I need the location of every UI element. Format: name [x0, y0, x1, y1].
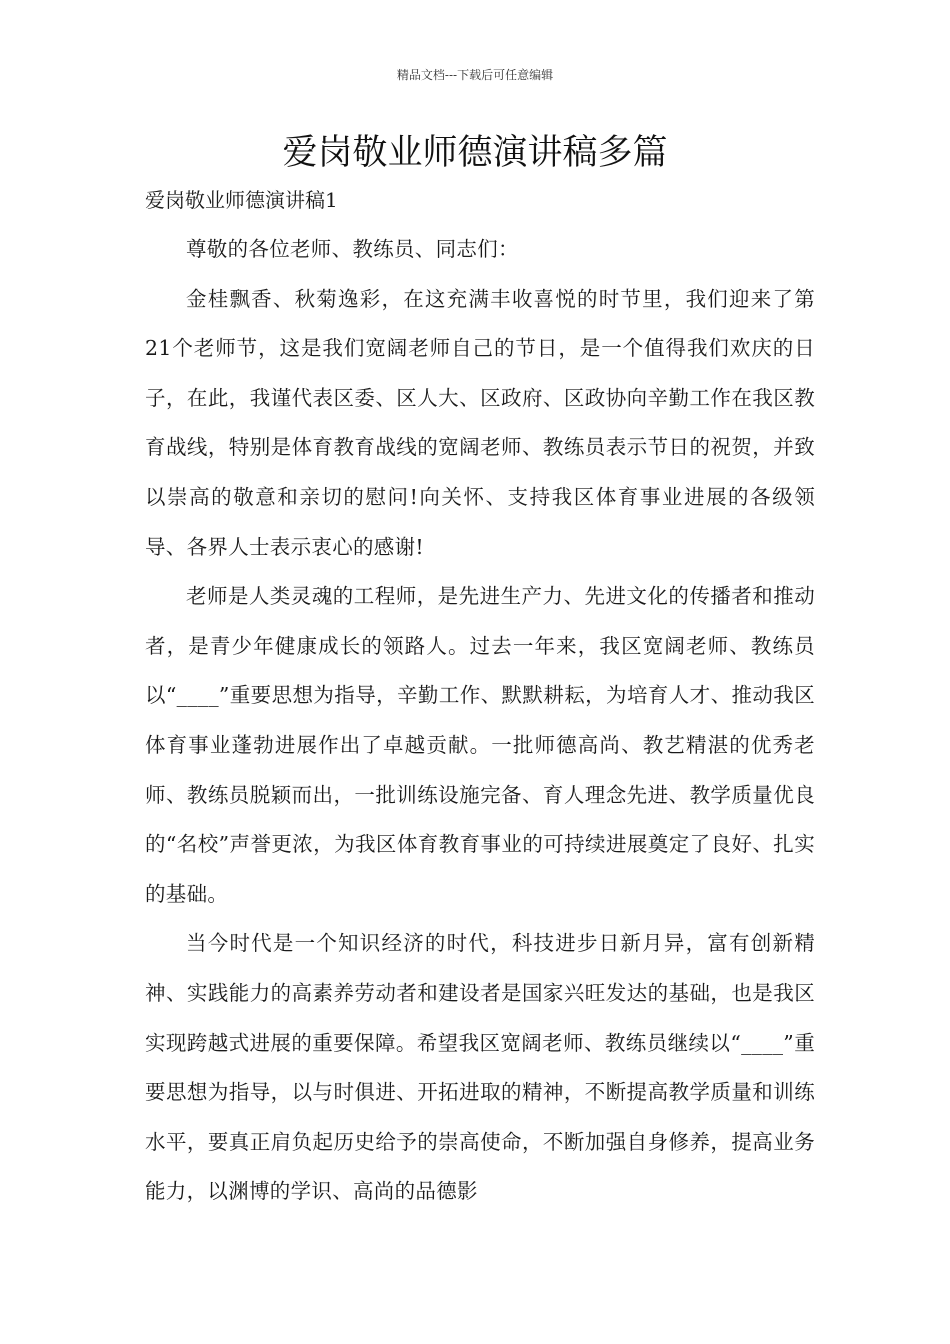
document-title: 爱岗敬业师德演讲稿多篇 — [282, 133, 668, 173]
paragraph-greeting: 尊敬的各位老师、教练员、同志们： — [186, 237, 519, 261]
section-subtitle: 爱岗敬业师德演讲稿1 — [145, 188, 338, 212]
paragraph: 当今时代是一个知识经济的时代，科技进步日新月异，富有创新精神、实践能力的高素养劳动者和建设者是国家兴旺发达的基础，也是我区实现跨越式进展的重要保障。希望我区宽阔老师、教练员继续以“____”重要思想为指导，以与时俱进、开拓进取的精神，不断提高教学质量和训练水平，要真正肩负起历史给予的崇高使命，不断加强自身修养，提高业务能力，以渊博的学识、高尚的品德影 — [145, 931, 815, 1204]
paragraph: 老师是人类灵魂的工程师，是先进生产力、先进文化的传播者和推动者，是青少年健康成长的领路人。过去一年来，我区宽阔老师、教练员以“____”重要思想为指导，辛勤工作、默默耕耘，为培育人才、推动我区体育事业蓬勃进展作出了卓越贡献。一批师德高尚、教艺精湛的优秀老师、教练员脱颖而出，一批训练设施完备、育人理念先进、教学质量优良的“名校”声誉更浓，为我区体育教育事业的可持续进展奠定了良好、扎实的基础。 — [145, 584, 815, 906]
document-body — [145, 225, 815, 1217]
header-note: 精品文档---下载后可任意编辑 — [396, 68, 554, 82]
paragraph: 金桂飘香、秋菊逸彩，在这充满丰收喜悦的时节里，我们迎来了第21个老师节，这是我们宽阔老师自己的节日，是一个值得我们欢庆的日子，在此，我谨代表区委、区人大、区政府、区政协向辛勤工作在我区教育战线，特别是体育教育战线的宽阔老师、教练员表示节日的祝贺，并致以崇高的敬意和亲切的慰问!向关怀、支持我区体育事业进展的各级领导、各界人士表示衷心的感谢! — [145, 286, 815, 559]
